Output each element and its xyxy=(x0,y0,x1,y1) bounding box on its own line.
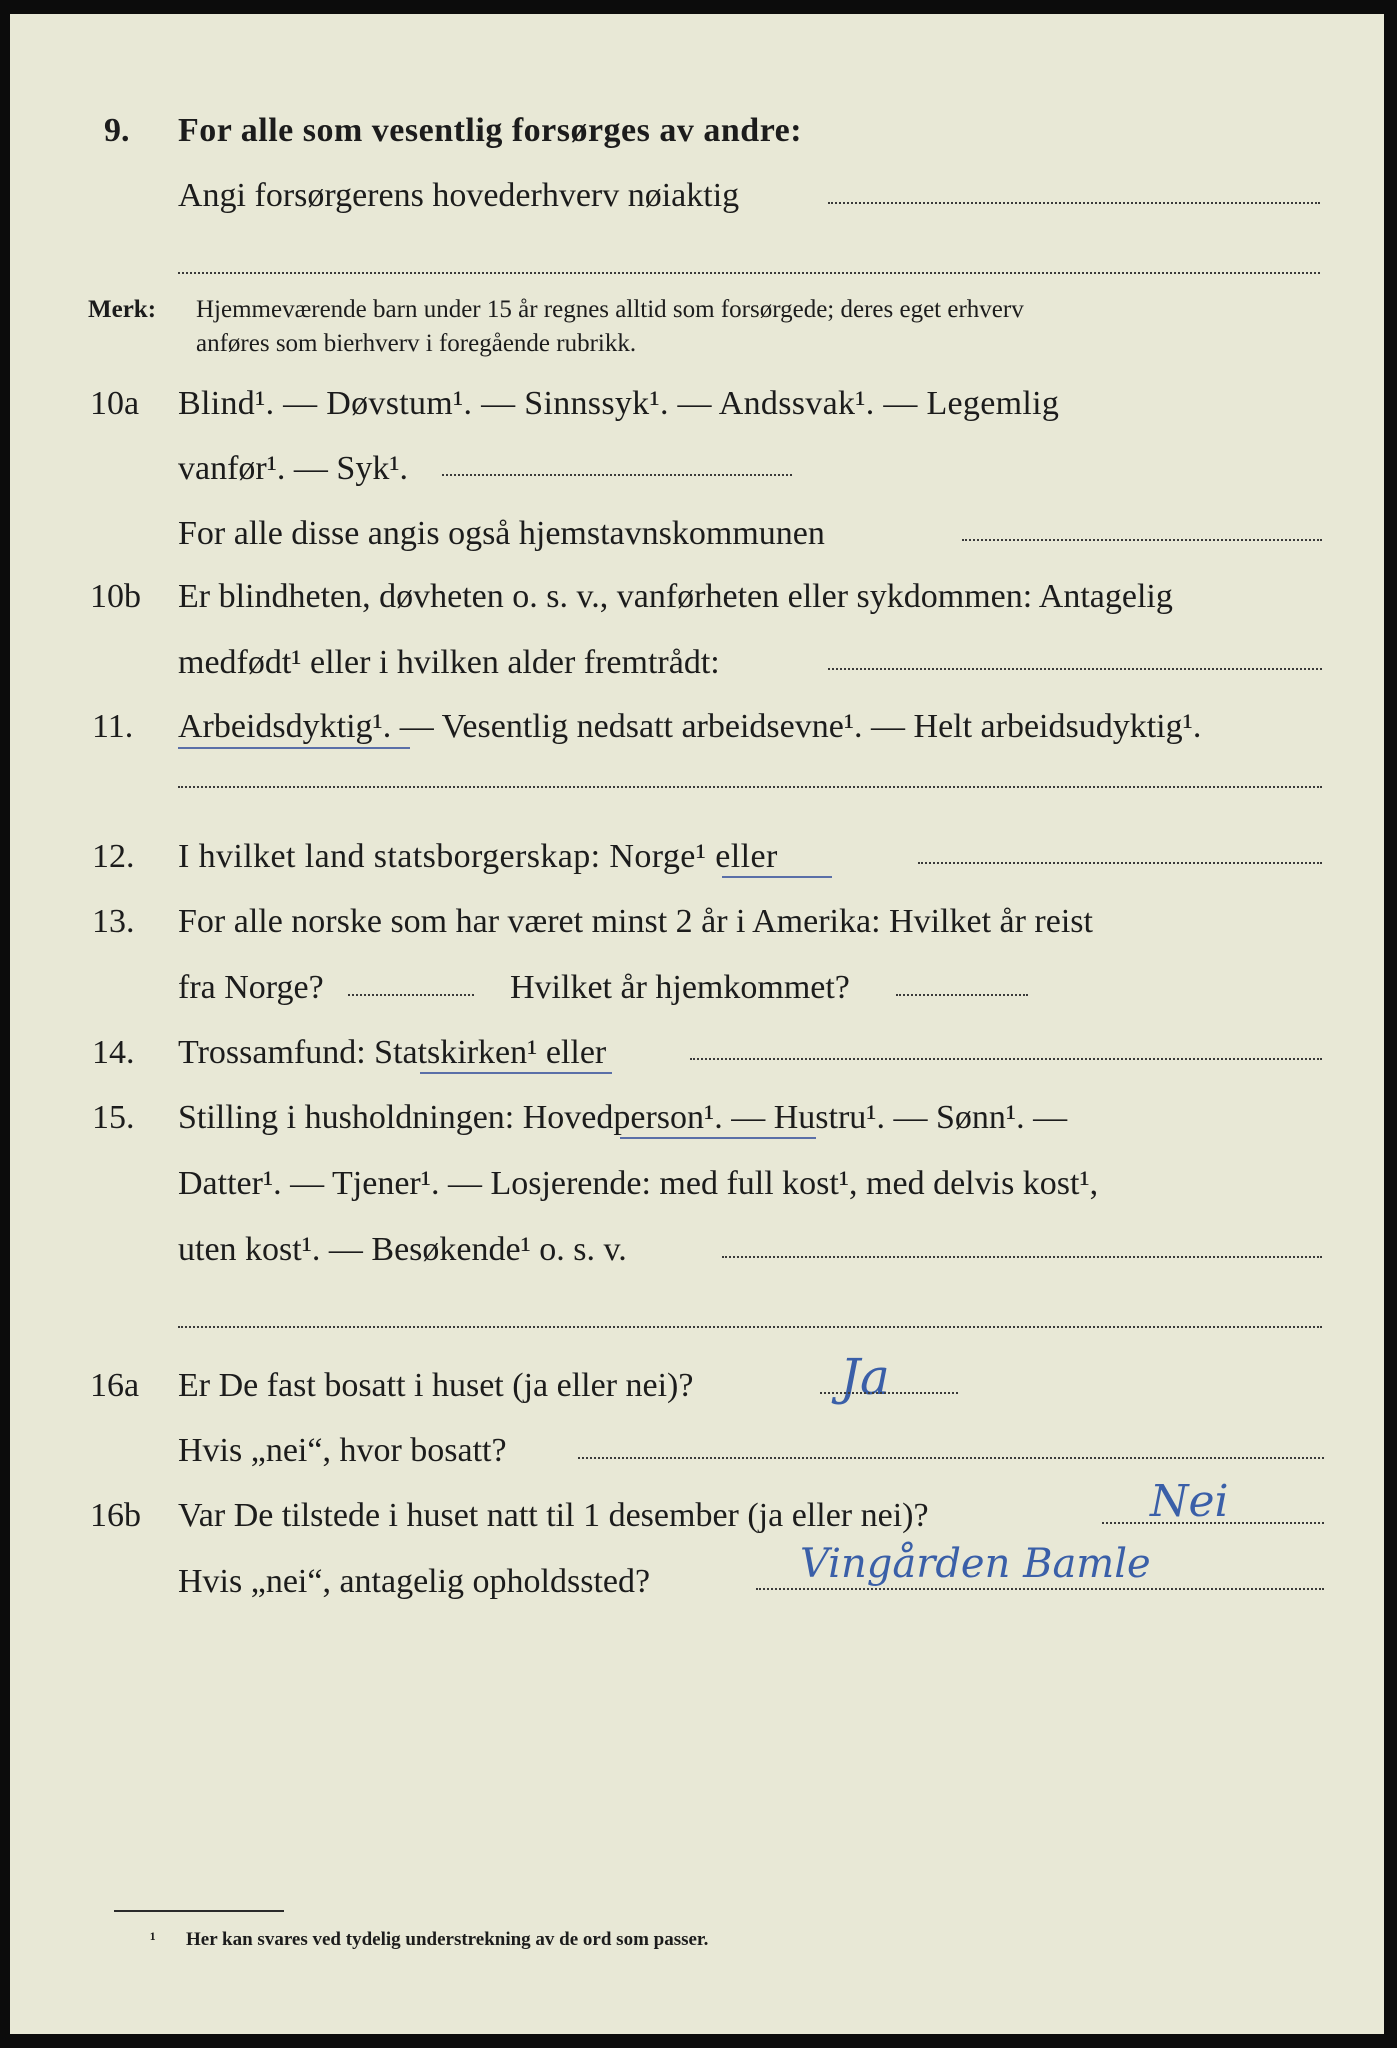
q15-number: 15. xyxy=(92,1099,135,1136)
q9-answer-line-2[interactable] xyxy=(178,272,1320,274)
q10b-line2: medfødt¹ eller i hvilken alder fremtrådt: xyxy=(178,644,720,681)
q12-line1: I hvilket land statsborgerskap: Norge¹ eller xyxy=(178,838,778,875)
q16b-opholdssted-answer-line[interactable] xyxy=(756,1588,1324,1590)
q16a-number: 16a xyxy=(90,1367,140,1404)
q13-line2b: Hvilket år hjemkommet? xyxy=(510,969,850,1006)
q13-hjemkommet-answer-line[interactable] xyxy=(896,994,1028,996)
merk-label: Merk: xyxy=(88,296,157,323)
q11-handwritten-underline xyxy=(178,747,410,749)
q10a-syk-answer-line[interactable] xyxy=(442,474,792,476)
q14-line1: Trossamfund: Statskirken¹ eller xyxy=(178,1034,607,1071)
q12-handwritten-underline xyxy=(722,876,832,878)
q16b-handwritten-answer-1: Nei xyxy=(1150,1476,1229,1527)
q13-line1: For alle norske som har været minst 2 år i Amerika: Hvilket år reist xyxy=(178,903,1093,940)
footnote-text: Her kan svares ved tydelig understrekning av de ord som passer. xyxy=(186,1929,709,1950)
q13-line2a: fra Norge? xyxy=(178,969,324,1006)
q13-number: 13. xyxy=(92,903,135,940)
q16b-line2: Hvis „nei“, antagelig opholdssted? xyxy=(178,1563,651,1600)
footnote-rule xyxy=(114,1910,284,1912)
q16a-line2: Hvis „nei“, hvor bosatt? xyxy=(178,1432,507,1469)
q14-number: 14. xyxy=(92,1034,135,1071)
q14-handwritten-underline xyxy=(420,1072,612,1074)
q10b-line1: Er blindheten, døvheten o. s. v., vanførheten eller sykdommen: Antagelig xyxy=(178,578,1173,615)
q10a-line1: Blind¹. — Døvstum¹. — Sinnssyk¹. — Andssvak¹. — Legemlig xyxy=(178,385,1060,422)
q16b-line1: Var De tilstede i huset natt til 1 desember (ja eller nei)? xyxy=(178,1497,929,1534)
q10a-line3: For alle disse angis også hjemstavnskommunen xyxy=(178,515,825,552)
q11-number: 11. xyxy=(92,708,134,745)
q10a-kommune-answer-line[interactable] xyxy=(962,539,1322,541)
q16b-handwritten-answer-2: Vingården Bamle xyxy=(800,1541,1151,1587)
q9-number: 9. xyxy=(104,112,130,149)
q10a-number: 10a xyxy=(90,385,140,422)
q10b-answer-line[interactable] xyxy=(828,668,1322,670)
q15-line2: Datter¹. — Tjener¹. — Losjerende: med full kost¹, med delvis kost¹, xyxy=(178,1165,1099,1202)
q10a-line2: vanfør¹. — Syk¹. xyxy=(178,450,409,487)
q16a-line1: Er De fast bosatt i huset (ja eller nei)? xyxy=(178,1367,694,1404)
q9-line1: For alle som vesentlig forsørges av andre: xyxy=(178,112,803,149)
q9-line2: Angi forsørgerens hovederhverv nøiaktig xyxy=(178,177,740,214)
q15-answer-line-2[interactable] xyxy=(178,1326,1322,1328)
q15-handwritten-underline xyxy=(620,1137,816,1139)
q16a-bosatt-answer-line[interactable] xyxy=(578,1457,1324,1459)
q16a-handwritten-answer: Ja xyxy=(840,1348,890,1406)
q15-line3: uten kost¹. — Besøkende¹ o. s. v. xyxy=(178,1231,627,1268)
q15-answer-line[interactable] xyxy=(722,1256,1322,1258)
q15-line1: Stilling i husholdningen: Hovedperson¹. — Hustru¹. — Sønn¹. — xyxy=(178,1099,1068,1136)
q16b-number: 16b xyxy=(90,1497,141,1534)
q14-answer-line[interactable] xyxy=(690,1058,1322,1060)
q16b-answer-line[interactable] xyxy=(1102,1522,1324,1524)
census-form-page xyxy=(10,14,1384,2034)
merk-line1: Hjemmeværende barn under 15 år regnes alltid som forsørgede; deres eget erhverv xyxy=(196,296,1024,323)
q12-number: 12. xyxy=(92,838,135,875)
q13-reist-answer-line[interactable] xyxy=(348,994,474,996)
q12-answer-line[interactable] xyxy=(918,862,1322,864)
q10b-number: 10b xyxy=(90,578,141,615)
q11-line1: Arbeidsdyktig¹. — Vesentlig nedsatt arbeidsevne¹. — Helt arbeidsudyktig¹. xyxy=(178,708,1202,745)
q11-answer-line[interactable] xyxy=(178,786,1322,788)
merk-line2: anføres som bierhverv i foregående rubrikk. xyxy=(196,330,637,357)
q9-answer-line[interactable] xyxy=(828,202,1320,204)
footnote-mark: ¹ xyxy=(150,1929,156,1950)
q16a-answer-line[interactable] xyxy=(820,1392,958,1394)
